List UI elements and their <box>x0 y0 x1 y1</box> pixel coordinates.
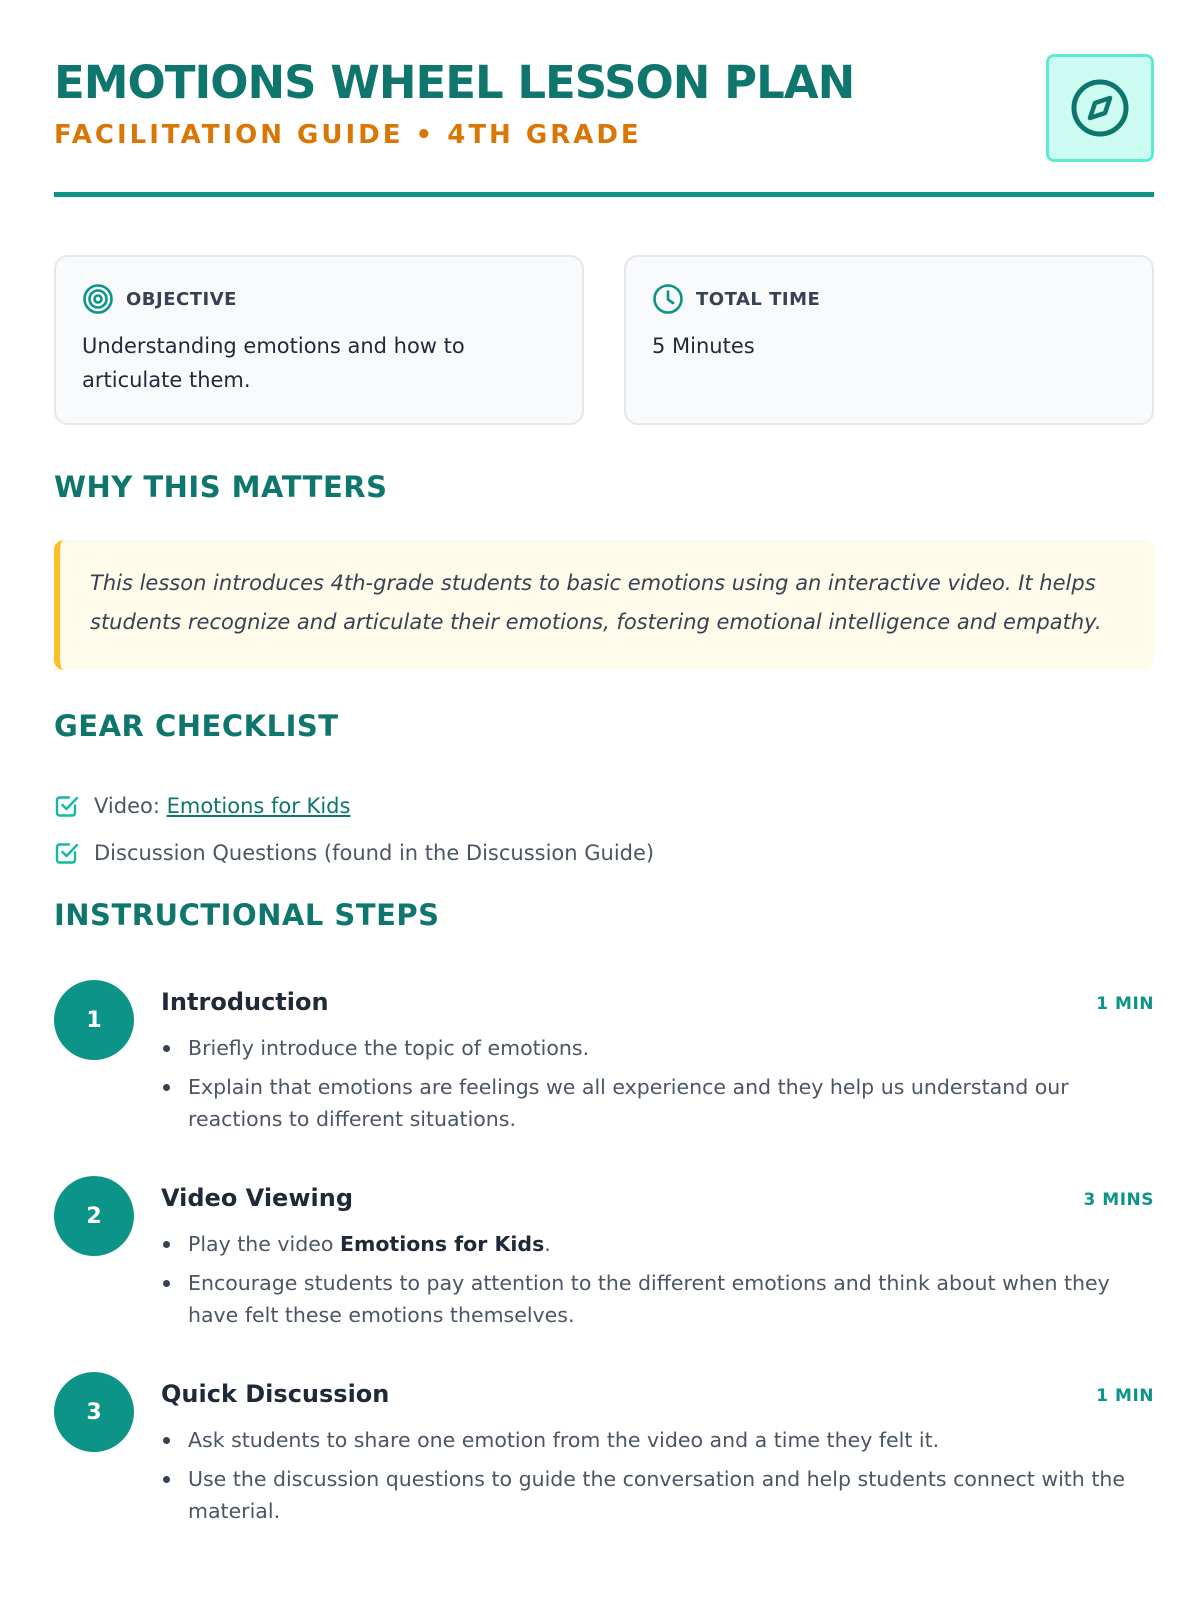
step-duration: 1 MIN <box>1096 994 1154 1014</box>
compass-badge <box>1046 54 1154 162</box>
total-time-text: 5 Minutes <box>652 334 755 358</box>
clock-icon <box>652 283 684 315</box>
objective-text: Understanding emotions and how to articulate them. <box>82 334 465 392</box>
page-subtitle: FACILITATION GUIDE • 4TH GRADE <box>54 120 642 150</box>
step-number-badge: 3 <box>54 1372 134 1452</box>
bullet-text: . <box>544 1232 551 1256</box>
step-bullet: Explain that emotions are feelings we all experience and they help us understand our reactions to different situations. <box>161 1071 1154 1135</box>
checklist-item-questions <box>54 829 1154 876</box>
step-number-badge: 2 <box>54 1176 134 1256</box>
step-bullet: Briefly introduce the topic of emotions. <box>161 1032 1154 1064</box>
checklist-item-label: Video: <box>94 793 167 818</box>
why-heading: WHY THIS MATTERS <box>54 470 388 504</box>
step-duration: 3 MINS <box>1083 1190 1154 1210</box>
page-title: EMOTIONS WHEEL LESSON PLAN <box>54 56 855 109</box>
checklist-item-label: Discussion Questions (found in the Discussion Guide) <box>94 840 655 865</box>
total-time-label-row <box>652 283 1126 315</box>
checklist-item-video <box>54 782 1154 829</box>
page-header <box>54 0 1154 200</box>
total-time-card <box>624 255 1154 425</box>
video-title: Emotions for Kids <box>339 1232 545 1256</box>
lesson-plan-page <box>54 0 1154 1523</box>
step-bullet-list <box>161 1424 1154 1534</box>
step-bullet <box>161 1228 1154 1260</box>
steps-heading: INSTRUCTIONAL STEPS <box>54 898 440 932</box>
step-bullet: Encourage students to pay attention to the different emotions and think about when they have felt these emotions themselves. <box>161 1267 1154 1331</box>
gear-heading: GEAR CHECKLIST <box>54 709 339 743</box>
compass-icon <box>1069 77 1131 139</box>
info-cards <box>54 255 1154 425</box>
step-title: Video Viewing <box>161 1184 353 1212</box>
checkbox-checked-icon <box>54 840 80 866</box>
target-icon <box>82 283 114 315</box>
bullet-text: Play the video <box>188 1232 340 1256</box>
checkbox-checked-icon <box>54 793 80 819</box>
step-title: Quick Discussion <box>161 1380 390 1408</box>
step-bullet-list <box>161 1228 1154 1338</box>
video-link[interactable]: Emotions for Kids <box>166 793 351 818</box>
step-bullet-list <box>161 1032 1154 1142</box>
why-callout <box>54 540 1154 670</box>
objective-label: OBJECTIVE <box>126 288 237 310</box>
gear-checklist <box>54 782 1154 876</box>
header-divider <box>54 192 1154 197</box>
step-duration: 1 MIN <box>1096 1386 1154 1406</box>
step-title: Introduction <box>161 988 329 1016</box>
step-bullet: Use the discussion questions to guide the conversation and help students connect with the material. <box>161 1463 1154 1527</box>
objective-label-row <box>82 283 556 315</box>
objective-card <box>54 255 584 425</box>
step-number-badge: 1 <box>54 980 134 1060</box>
step-bullet: Ask students to share one emotion from the video and a time they felt it. <box>161 1424 1154 1456</box>
total-time-label: TOTAL TIME <box>696 288 821 310</box>
why-text: This lesson introduces 4th-grade students to basic emotions using an interactive video. It helps students recognize and articulate their emotions, fostering emotional intelligence and empathy. <box>90 571 1102 634</box>
